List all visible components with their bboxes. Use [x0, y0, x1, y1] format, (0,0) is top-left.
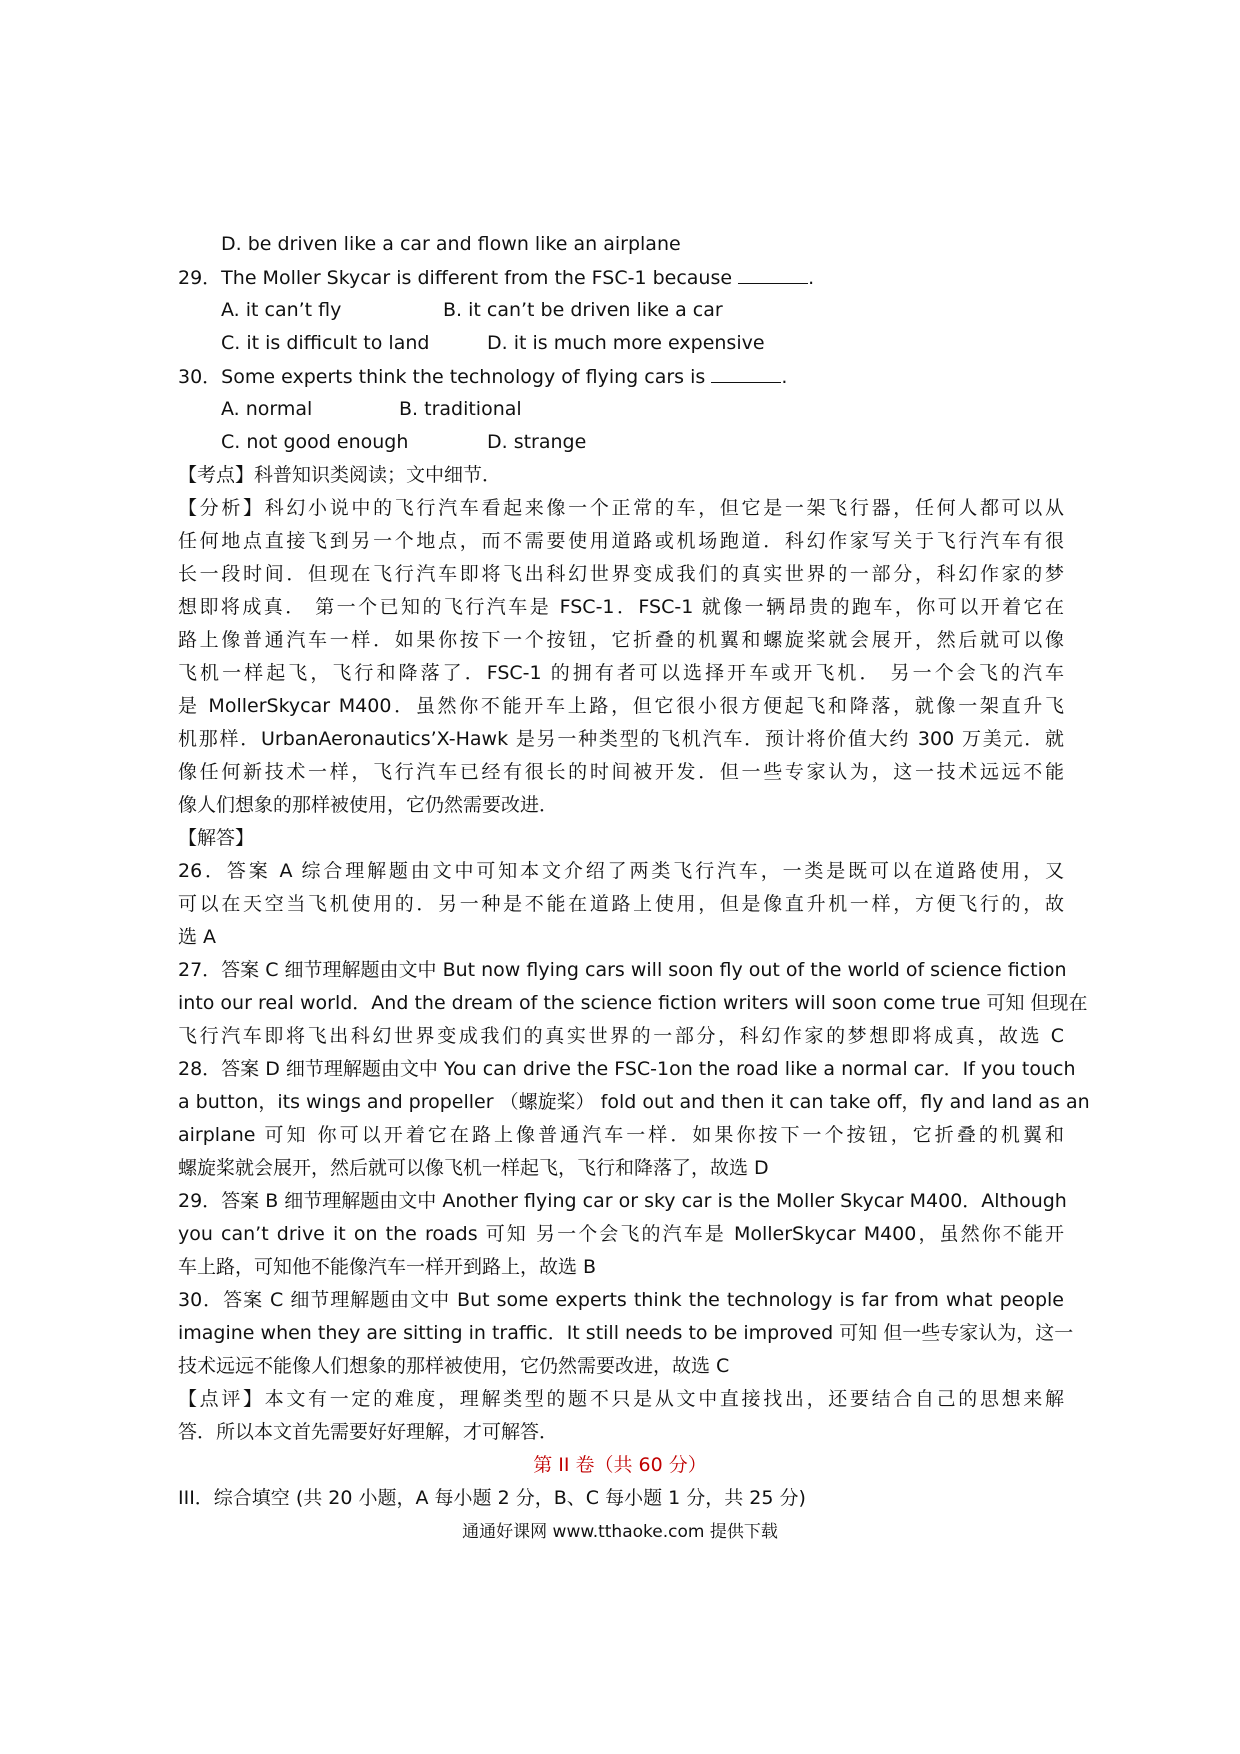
fenxi-line: 机那样．UrbanAeronautics’X-Hawk 是另一种类型的飞机汽车．预计将价值大约 300 万美元．就 — [178, 728, 1064, 750]
q30-stem — [178, 364, 787, 389]
fenxi-line: 像任何新技术一样，飞行汽车已经有很长的时间被开发．但一些专家认为，这一技术远远不能 — [178, 761, 1064, 783]
answer-line: airplane 可知 你可以开着它在路上像普通汽车一样．如果你按下一个按钮，它折叠的机翼和 — [178, 1124, 1064, 1146]
answer-line: 技术远远不能像人们想象的那样被使用，它仍然需要改进，故选 C — [178, 1355, 730, 1377]
q30-stem-text: 30．Some experts think the technology of flying cars is — [178, 366, 706, 388]
jieda-title: 【解答】 — [178, 827, 255, 849]
dianping-line: 答．所以本文首先需要好好理解，才可解答． — [178, 1421, 559, 1443]
section-title: 第 II 卷（共 60 分） — [533, 1454, 707, 1476]
q30-stem-end: . — [781, 366, 788, 388]
answer-line: into our real world．And the dream of the science fiction writers will soon come true 可知 但现在 — [178, 992, 1088, 1014]
answer-line: 飞行汽车即将飞出科幻世界变成我们的真实世界的一部分，科幻作家的梦想即将成真，故选 C — [178, 1025, 1064, 1047]
answer-line: 车上路，可知他不能像汽车一样开到路上，故选 B — [178, 1256, 597, 1278]
answer-line: 30．答案 C 细节理解题由文中 But some experts think the technology is far from what people — [178, 1289, 1064, 1311]
answer-line: 螺旋桨就会展开，然后就可以像飞机一样起飞，飞行和降落了，故选 D — [178, 1157, 769, 1179]
fenxi-line: 【分析】科幻小说中的飞行汽车看起来像一个正常的车，但它是一架飞行器，任何人都可以从 — [178, 497, 1064, 519]
fenxi-line: 任何地点直接飞到另一个地点，而不需要使用道路或机场跑道．科幻作家写关于飞行汽车有很 — [178, 530, 1064, 552]
part3-heading: III．综合填空 (共 20 小题，A 每小题 2 分，B、C 每小题 1 分，共 25 分) — [178, 1487, 806, 1509]
kaodian: 【考点】科普知识类阅读；文中细节． — [178, 464, 502, 486]
fenxi-line: 路上像普通汽车一样．如果你按下一个按钮，它折叠的机翼和螺旋桨就会展开，然后就可以像 — [178, 629, 1064, 651]
fenxi-line: 想即将成真． 第一个已知的飞行汽车是 FSC-1．FSC-1 就像一辆昂贵的跑车，你可以开着它在 — [178, 596, 1064, 618]
q29-option-d: D. it is much more expensive — [487, 332, 765, 354]
dianping-line: 【点评】本文有一定的难度，理解类型的题不只是从文中直接找出，还要结合自己的思想来解 — [178, 1388, 1064, 1410]
q30-option-a: A. normal — [221, 398, 313, 420]
q29-option-c: C. it is difficult to land — [221, 332, 430, 354]
fenxi-line: 是 MollerSkycar M400．虽然你不能开车上路，但它很小很方便起飞和降落，就像一架直升飞 — [178, 695, 1064, 717]
q29-blank — [738, 265, 808, 284]
q29-stem-text: 29．The Moller Skycar is different from the FSC-1 because — [178, 267, 733, 289]
answer-line: 29．答案 B 细节理解题由文中 Another flying car or sky car is the Moller Skycar M400．Although — [178, 1190, 1067, 1212]
answer-line: a button，its wings and propeller （螺旋桨） fold out and then it can take off，fly and land as an — [178, 1091, 1090, 1113]
fenxi-line: 飞机一样起飞，飞行和降落了．FSC-1 的拥有者可以选择开车或开飞机． 另一个会飞的汽车 — [178, 662, 1064, 684]
q30-option-c: C. not good enough — [221, 431, 409, 453]
fenxi-line: 长一段时间．但现在飞行汽车即将飞出科幻世界变成我们的真实世界的一部分，科幻作家的梦 — [178, 563, 1064, 585]
answer-line: 28．答案 D 细节理解题由文中 You can drive the FSC-1on the road like a normal car．If you touch — [178, 1058, 1076, 1080]
answer-line: imagine when they are sitting in traffic．It still needs to be improved 可知 但一些专家认为，这一 — [178, 1322, 1074, 1344]
fenxi-line: 像人们想象的那样被使用，它仍然需要改进． — [178, 794, 559, 816]
q29-stem — [178, 265, 814, 290]
q30-option-d: D. strange — [487, 431, 587, 453]
answer-line: 26．答案 A 综合理解题由文中可知本文介绍了两类飞行汽车，一类是既可以在道路使用，又 — [178, 860, 1064, 882]
q29-option-b: B. it can’t be driven like a car — [443, 299, 723, 321]
answer-line: 27．答案 C 细节理解题由文中 But now flying cars will soon fly out of the world of science fiction — [178, 959, 1067, 981]
q28-option-d: D. be driven like a car and flown like an airplane — [221, 233, 681, 255]
answer-line: 选 A — [178, 926, 217, 948]
answer-line: 可以在天空当飞机使用的．另一种是不能在道路上使用，但是像直升机一样，方便飞行的，故 — [178, 893, 1064, 915]
q30-blank — [711, 364, 781, 383]
q30-option-b: B. traditional — [399, 398, 522, 420]
answer-line: you can’t drive it on the roads 可知 另一个会飞的汽车是 MollerSkycar M400，虽然你不能开 — [178, 1223, 1064, 1245]
q29-option-a: A. it can’t fly — [221, 299, 342, 321]
q29-stem-end: . — [808, 267, 815, 289]
page-footer: 通通好课网 www.tthaoke.com 提供下载 — [462, 1522, 778, 1542]
